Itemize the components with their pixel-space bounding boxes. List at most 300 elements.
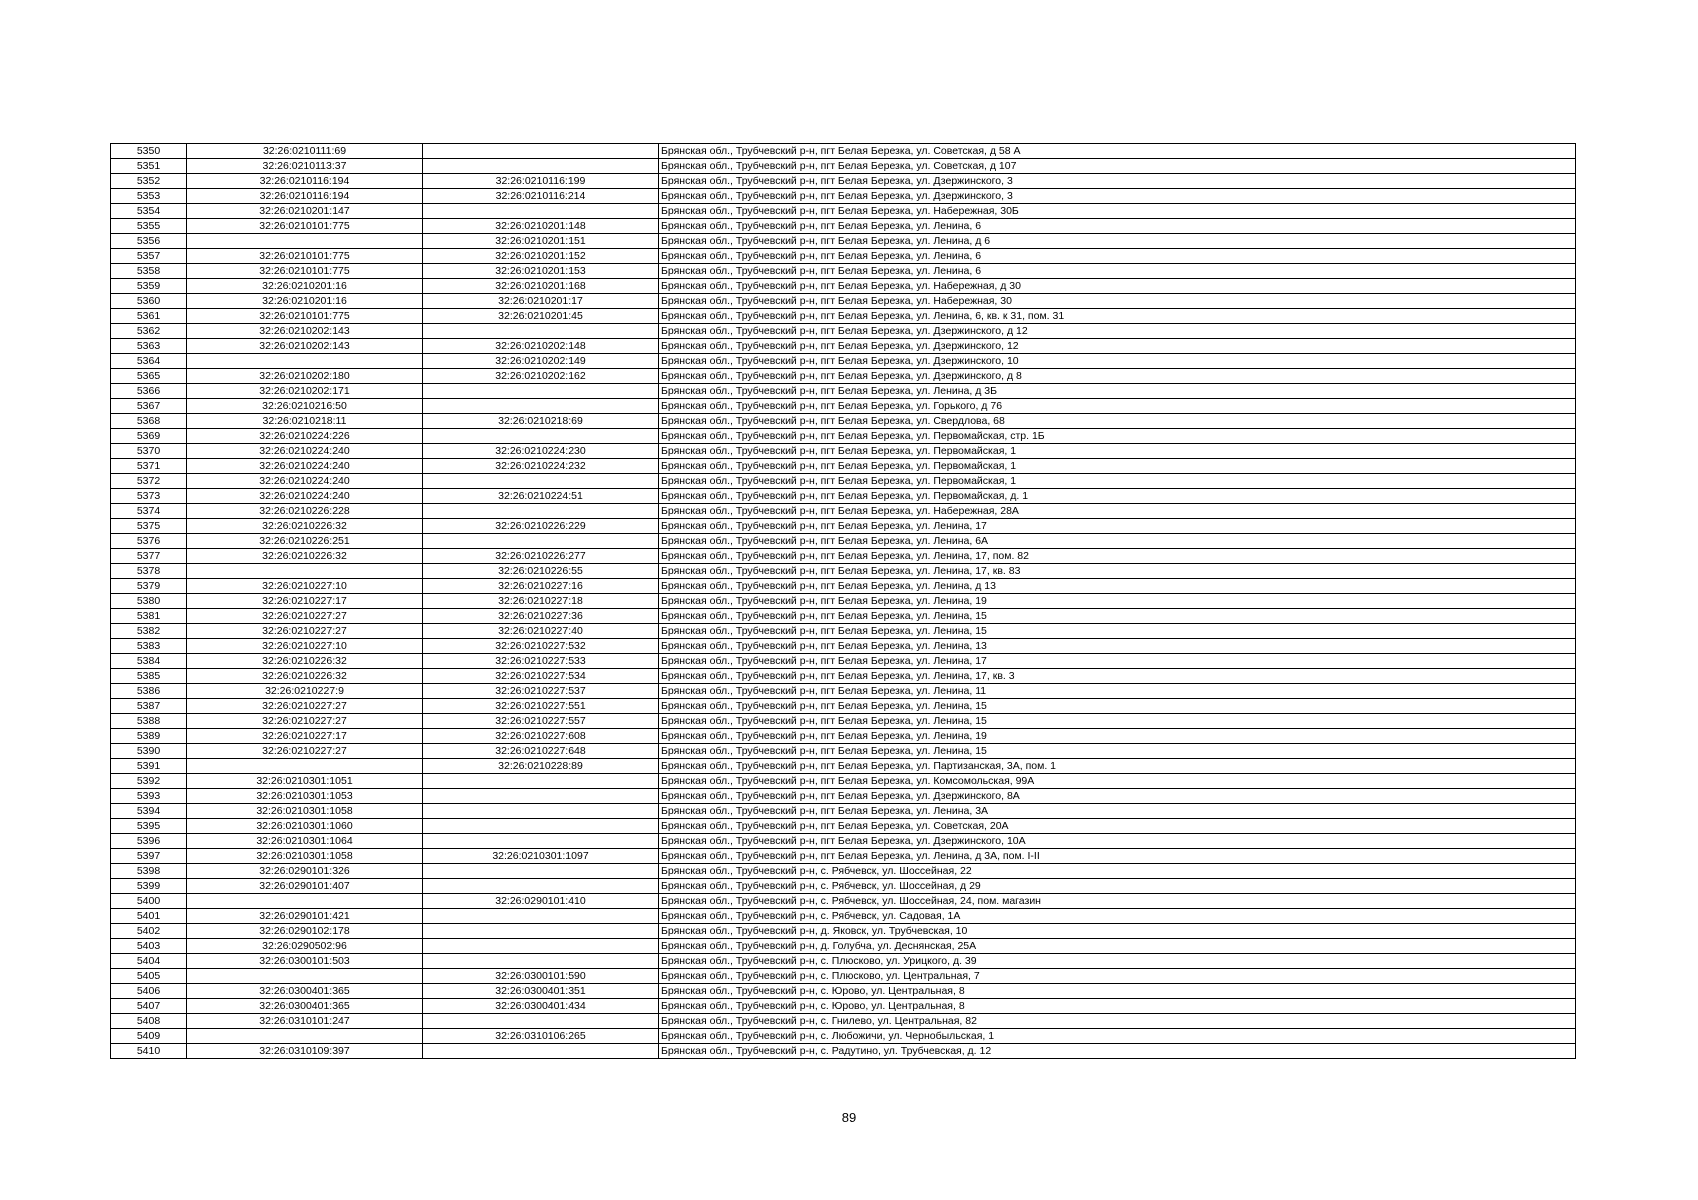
object-cadastral-number-cell: 32:26:0210201:153 bbox=[423, 264, 659, 279]
object-cadastral-number-cell: 32:26:0210227:36 bbox=[423, 609, 659, 624]
row-number-cell: 5373 bbox=[111, 489, 187, 504]
object-cadastral-number-cell: 32:26:0210227:551 bbox=[423, 699, 659, 714]
address-cell: Брянская обл., Трубчевский р-н, пгт Белая Березка, ул. Дзержинского, д 8 bbox=[659, 369, 1576, 384]
table-row bbox=[111, 819, 1576, 834]
address-cell: Брянская обл., Трубчевский р-н, пгт Белая Березка, ул. Ленина, 11 bbox=[659, 684, 1576, 699]
table-row bbox=[111, 894, 1576, 909]
object-cadastral-number-cell: 32:26:0210224:232 bbox=[423, 459, 659, 474]
table-row bbox=[111, 654, 1576, 669]
cadastral-number-cell bbox=[187, 759, 423, 774]
address-cell: Брянская обл., Трубчевский р-н, с. Радутино, ул. Трубчевская, д. 12 bbox=[659, 1044, 1576, 1059]
row-number-cell: 5390 bbox=[111, 744, 187, 759]
address-cell: Брянская обл., Трубчевский р-н, пгт Белая Березка, ул. Первомайская, 1 bbox=[659, 474, 1576, 489]
address-cell: Брянская обл., Трубчевский р-н, пгт Белая Березка, ул. Ленина, 6 bbox=[659, 219, 1576, 234]
table-row bbox=[111, 189, 1576, 204]
object-cadastral-number-cell: 32:26:0310106:265 bbox=[423, 1029, 659, 1044]
address-cell: Брянская обл., Трубчевский р-н, пгт Белая Березка, ул. Набережная, д 30 bbox=[659, 279, 1576, 294]
cadastral-number-cell: 32:26:0210227:27 bbox=[187, 744, 423, 759]
table-row bbox=[111, 309, 1576, 324]
table-row bbox=[111, 324, 1576, 339]
property-table bbox=[110, 143, 1576, 1059]
table-row bbox=[111, 579, 1576, 594]
object-cadastral-number-cell: 32:26:0210201:17 bbox=[423, 294, 659, 309]
object-cadastral-number-cell: 32:26:0210202:148 bbox=[423, 339, 659, 354]
cadastral-number-cell: 32:26:0210227:27 bbox=[187, 714, 423, 729]
address-cell: Брянская обл., Трубчевский р-н, с. Юрово, ул. Центральная, 8 bbox=[659, 984, 1576, 999]
table-row bbox=[111, 219, 1576, 234]
cadastral-number-cell bbox=[187, 234, 423, 249]
row-number-cell: 5350 bbox=[111, 144, 187, 159]
row-number-cell: 5397 bbox=[111, 849, 187, 864]
address-cell: Брянская обл., Трубчевский р-н, пгт Белая Березка, ул. Набережная, 30Б bbox=[659, 204, 1576, 219]
object-cadastral-number-cell bbox=[423, 384, 659, 399]
row-number-cell: 5380 bbox=[111, 594, 187, 609]
cadastral-number-cell: 32:26:0210201:16 bbox=[187, 279, 423, 294]
object-cadastral-number-cell: 32:26:0210202:162 bbox=[423, 369, 659, 384]
address-cell: Брянская обл., Трубчевский р-н, пгт Белая Березка, ул. Набережная, 30 bbox=[659, 294, 1576, 309]
cadastral-number-cell: 32:26:0210113:37 bbox=[187, 159, 423, 174]
object-cadastral-number-cell bbox=[423, 474, 659, 489]
cadastral-number-cell: 32:26:0210227:17 bbox=[187, 729, 423, 744]
table-row bbox=[111, 669, 1576, 684]
row-number-cell: 5382 bbox=[111, 624, 187, 639]
address-cell: Брянская обл., Трубчевский р-н, с. Плюсково, ул. Урицкого, д. 39 bbox=[659, 954, 1576, 969]
cadastral-number-cell: 32:26:0210301:1058 bbox=[187, 804, 423, 819]
address-cell: Брянская обл., Трубчевский р-н, пгт Белая Березка, ул. Горького, д 76 bbox=[659, 399, 1576, 414]
address-cell: Брянская обл., Трубчевский р-н, пгт Белая Березка, ул. Ленина, 15 bbox=[659, 699, 1576, 714]
table-row bbox=[111, 534, 1576, 549]
row-number-cell: 5396 bbox=[111, 834, 187, 849]
address-cell: Брянская обл., Трубчевский р-н, с. Юрово, ул. Центральная, 8 bbox=[659, 999, 1576, 1014]
row-number-cell: 5368 bbox=[111, 414, 187, 429]
table-row bbox=[111, 369, 1576, 384]
cadastral-number-cell: 32:26:0210111:69 bbox=[187, 144, 423, 159]
object-cadastral-number-cell: 32:26:0210227:608 bbox=[423, 729, 659, 744]
table-row bbox=[111, 1044, 1576, 1059]
row-number-cell: 5365 bbox=[111, 369, 187, 384]
address-cell: Брянская обл., Трубчевский р-н, пгт Белая Березка, ул. Ленина, 6А bbox=[659, 534, 1576, 549]
address-cell: Брянская обл., Трубчевский р-н, пгт Белая Березка, ул. Первомайская, стр. 1Б bbox=[659, 429, 1576, 444]
object-cadastral-number-cell bbox=[423, 399, 659, 414]
cadastral-number-cell: 32:26:0210201:147 bbox=[187, 204, 423, 219]
row-number-cell: 5409 bbox=[111, 1029, 187, 1044]
address-cell: Брянская обл., Трубчевский р-н, с. Любожичи, ул. Чернобыльская, 1 bbox=[659, 1029, 1576, 1044]
row-number-cell: 5388 bbox=[111, 714, 187, 729]
address-cell: Брянская обл., Трубчевский р-н, пгт Белая Березка, ул. Советская, 20А bbox=[659, 819, 1576, 834]
cadastral-number-cell bbox=[187, 1029, 423, 1044]
cadastral-number-cell: 32:26:0210116:194 bbox=[187, 189, 423, 204]
address-cell: Брянская обл., Трубчевский р-н, пгт Белая Березка, ул. Ленина, 13 bbox=[659, 639, 1576, 654]
address-cell: Брянская обл., Трубчевский р-н, пгт Белая Березка, ул. Свердлова, 68 bbox=[659, 414, 1576, 429]
address-cell: Брянская обл., Трубчевский р-н, пгт Белая Березка, ул. Ленина, 17, кв. 83 bbox=[659, 564, 1576, 579]
row-number-cell: 5351 bbox=[111, 159, 187, 174]
address-cell: Брянская обл., Трубчевский р-н, пгт Белая Березка, ул. Ленина, 6 bbox=[659, 249, 1576, 264]
cadastral-number-cell: 32:26:0210227:9 bbox=[187, 684, 423, 699]
cadastral-number-cell: 32:26:0210227:10 bbox=[187, 579, 423, 594]
address-cell: Брянская обл., Трубчевский р-н, пгт Белая Березка, ул. Советская, д 58 А bbox=[659, 144, 1576, 159]
row-number-cell: 5356 bbox=[111, 234, 187, 249]
row-number-cell: 5357 bbox=[111, 249, 187, 264]
cadastral-number-cell: 32:26:0210227:27 bbox=[187, 609, 423, 624]
table-row bbox=[111, 774, 1576, 789]
object-cadastral-number-cell: 32:26:0210227:534 bbox=[423, 669, 659, 684]
address-cell: Брянская обл., Трубчевский р-н, пгт Белая Березка, ул. Комсомольская, 99А bbox=[659, 774, 1576, 789]
table-row bbox=[111, 594, 1576, 609]
row-number-cell: 5405 bbox=[111, 969, 187, 984]
row-number-cell: 5401 bbox=[111, 909, 187, 924]
cadastral-number-cell: 32:26:0210226:32 bbox=[187, 549, 423, 564]
cadastral-number-cell: 32:26:0210301:1060 bbox=[187, 819, 423, 834]
row-number-cell: 5376 bbox=[111, 534, 187, 549]
object-cadastral-number-cell bbox=[423, 1044, 659, 1059]
object-cadastral-number-cell: 32:26:0300101:590 bbox=[423, 969, 659, 984]
object-cadastral-number-cell bbox=[423, 534, 659, 549]
cadastral-number-cell: 32:26:0290101:421 bbox=[187, 909, 423, 924]
row-number-cell: 5371 bbox=[111, 459, 187, 474]
table-row bbox=[111, 279, 1576, 294]
table-row bbox=[111, 684, 1576, 699]
object-cadastral-number-cell: 32:26:0210201:168 bbox=[423, 279, 659, 294]
address-cell: Брянская обл., Трубчевский р-н, д. Яковск, ул. Трубчевская, 10 bbox=[659, 924, 1576, 939]
object-cadastral-number-cell: 32:26:0210224:230 bbox=[423, 444, 659, 459]
object-cadastral-number-cell bbox=[423, 204, 659, 219]
cadastral-number-cell: 32:26:0210227:27 bbox=[187, 699, 423, 714]
table-row bbox=[111, 294, 1576, 309]
object-cadastral-number-cell bbox=[423, 429, 659, 444]
object-cadastral-number-cell: 32:26:0210201:152 bbox=[423, 249, 659, 264]
cadastral-number-cell: 32:26:0300401:365 bbox=[187, 999, 423, 1014]
row-number-cell: 5399 bbox=[111, 879, 187, 894]
row-number-cell: 5361 bbox=[111, 309, 187, 324]
table-row bbox=[111, 699, 1576, 714]
table-row bbox=[111, 759, 1576, 774]
address-cell: Брянская обл., Трубчевский р-н, пгт Белая Березка, ул. Первомайская, 1 bbox=[659, 459, 1576, 474]
row-number-cell: 5406 bbox=[111, 984, 187, 999]
row-number-cell: 5384 bbox=[111, 654, 187, 669]
row-number-cell: 5387 bbox=[111, 699, 187, 714]
cadastral-number-cell: 32:26:0210301:1064 bbox=[187, 834, 423, 849]
page-number: 89 bbox=[841, 1110, 857, 1125]
row-number-cell: 5374 bbox=[111, 504, 187, 519]
table-row bbox=[111, 729, 1576, 744]
object-cadastral-number-cell bbox=[423, 954, 659, 969]
address-cell: Брянская обл., Трубчевский р-н, с. Рябчевск, ул. Шоссейная, 22 bbox=[659, 864, 1576, 879]
object-cadastral-number-cell bbox=[423, 789, 659, 804]
object-cadastral-number-cell: 32:26:0210116:214 bbox=[423, 189, 659, 204]
row-number-cell: 5385 bbox=[111, 669, 187, 684]
object-cadastral-number-cell: 32:26:0210226:229 bbox=[423, 519, 659, 534]
object-cadastral-number-cell bbox=[423, 939, 659, 954]
cadastral-number-cell bbox=[187, 894, 423, 909]
address-cell: Брянская обл., Трубчевский р-н, пгт Белая Березка, ул. Ленина, 19 bbox=[659, 729, 1576, 744]
table-row bbox=[111, 339, 1576, 354]
row-number-cell: 5352 bbox=[111, 174, 187, 189]
row-number-cell: 5359 bbox=[111, 279, 187, 294]
table-row bbox=[111, 1029, 1576, 1044]
address-cell: Брянская обл., Трубчевский р-н, пгт Белая Березка, ул. Ленина, 15 bbox=[659, 624, 1576, 639]
object-cadastral-number-cell: 32:26:0210301:1097 bbox=[423, 849, 659, 864]
row-number-cell: 5367 bbox=[111, 399, 187, 414]
cadastral-number-cell: 32:26:0210202:171 bbox=[187, 384, 423, 399]
address-cell: Брянская обл., Трубчевский р-н, с. Рябчевск, ул. Садовая, 1А bbox=[659, 909, 1576, 924]
table-row bbox=[111, 354, 1576, 369]
row-number-cell: 5389 bbox=[111, 729, 187, 744]
object-cadastral-number-cell bbox=[423, 804, 659, 819]
table-row bbox=[111, 519, 1576, 534]
row-number-cell: 5403 bbox=[111, 939, 187, 954]
row-number-cell: 5398 bbox=[111, 864, 187, 879]
row-number-cell: 5370 bbox=[111, 444, 187, 459]
table-row bbox=[111, 924, 1576, 939]
table-row bbox=[111, 969, 1576, 984]
object-cadastral-number-cell: 32:26:0210228:89 bbox=[423, 759, 659, 774]
address-cell: Брянская обл., Трубчевский р-н, пгт Белая Березка, ул. Ленина, 19 bbox=[659, 594, 1576, 609]
object-cadastral-number-cell bbox=[423, 774, 659, 789]
cadastral-number-cell: 32:26:0210224:240 bbox=[187, 459, 423, 474]
table-row bbox=[111, 444, 1576, 459]
address-cell: Брянская обл., Трубчевский р-н, пгт Белая Березка, ул. Дзержинского, 10 bbox=[659, 354, 1576, 369]
table-row bbox=[111, 204, 1576, 219]
address-cell: Брянская обл., Трубчевский р-н, д. Голубча, ул. Деснянская, 25А bbox=[659, 939, 1576, 954]
row-number-cell: 5372 bbox=[111, 474, 187, 489]
table-row bbox=[111, 399, 1576, 414]
cadastral-number-cell: 32:26:0210226:32 bbox=[187, 669, 423, 684]
cadastral-number-cell: 32:26:0210226:228 bbox=[187, 504, 423, 519]
cadastral-number-cell: 32:26:0210216:50 bbox=[187, 399, 423, 414]
cadastral-number-cell: 32:26:0210101:775 bbox=[187, 309, 423, 324]
table-row bbox=[111, 429, 1576, 444]
object-cadastral-number-cell: 32:26:0300401:434 bbox=[423, 999, 659, 1014]
object-cadastral-number-cell bbox=[423, 504, 659, 519]
cadastral-number-cell: 32:26:0310109:397 bbox=[187, 1044, 423, 1059]
cadastral-number-cell: 32:26:0210226:32 bbox=[187, 654, 423, 669]
address-cell: Брянская обл., Трубчевский р-н, пгт Белая Березка, ул. Ленина, 17, пом. 82 bbox=[659, 549, 1576, 564]
object-cadastral-number-cell bbox=[423, 144, 659, 159]
address-cell: Брянская обл., Трубчевский р-н, пгт Белая Березка, ул. Ленина, д 6 bbox=[659, 234, 1576, 249]
row-number-cell: 5395 bbox=[111, 819, 187, 834]
table-row bbox=[111, 999, 1576, 1014]
table-row bbox=[111, 144, 1576, 159]
cadastral-number-cell: 32:26:0210201:16 bbox=[187, 294, 423, 309]
cadastral-number-cell: 32:26:0210116:194 bbox=[187, 174, 423, 189]
cadastral-number-cell: 32:26:0210202:143 bbox=[187, 339, 423, 354]
row-number-cell: 5358 bbox=[111, 264, 187, 279]
address-cell: Брянская обл., Трубчевский р-н, с. Рябчевск, ул. Шоссейная, 24, пом. магазин bbox=[659, 894, 1576, 909]
address-cell: Брянская обл., Трубчевский р-н, с. Гнилево, ул. Центральная, 82 bbox=[659, 1014, 1576, 1029]
table-row bbox=[111, 789, 1576, 804]
row-number-cell: 5355 bbox=[111, 219, 187, 234]
object-cadastral-number-cell: 32:26:0210227:16 bbox=[423, 579, 659, 594]
row-number-cell: 5393 bbox=[111, 789, 187, 804]
cadastral-number-cell: 32:26:0210202:180 bbox=[187, 369, 423, 384]
row-number-cell: 5353 bbox=[111, 189, 187, 204]
table-row bbox=[111, 264, 1576, 279]
table-row bbox=[111, 549, 1576, 564]
table-row bbox=[111, 564, 1576, 579]
table-row bbox=[111, 1014, 1576, 1029]
object-cadastral-number-cell bbox=[423, 879, 659, 894]
row-number-cell: 5354 bbox=[111, 204, 187, 219]
address-cell: Брянская обл., Трубчевский р-н, пгт Белая Березка, ул. Дзержинского, 3 bbox=[659, 174, 1576, 189]
address-cell: Брянская обл., Трубчевский р-н, пгт Белая Березка, ул. Первомайская, 1 bbox=[659, 444, 1576, 459]
row-number-cell: 5375 bbox=[111, 519, 187, 534]
table-row bbox=[111, 459, 1576, 474]
cadastral-number-cell: 32:26:0210227:27 bbox=[187, 624, 423, 639]
object-cadastral-number-cell: 32:26:0210227:557 bbox=[423, 714, 659, 729]
object-cadastral-number-cell: 32:26:0210226:277 bbox=[423, 549, 659, 564]
address-cell: Брянская обл., Трубчевский р-н, пгт Белая Березка, ул. Ленина, 15 bbox=[659, 609, 1576, 624]
object-cadastral-number-cell bbox=[423, 819, 659, 834]
cadastral-number-cell: 32:26:0290101:407 bbox=[187, 879, 423, 894]
row-number-cell: 5404 bbox=[111, 954, 187, 969]
object-cadastral-number-cell: 32:26:0210201:151 bbox=[423, 234, 659, 249]
object-cadastral-number-cell: 32:26:0210227:537 bbox=[423, 684, 659, 699]
address-cell: Брянская обл., Трубчевский р-н, пгт Белая Березка, ул. Партизанская, 3А, пом. 1 bbox=[659, 759, 1576, 774]
object-cadastral-number-cell bbox=[423, 159, 659, 174]
object-cadastral-number-cell: 32:26:0210202:149 bbox=[423, 354, 659, 369]
cadastral-number-cell: 32:26:0290502:96 bbox=[187, 939, 423, 954]
row-number-cell: 5402 bbox=[111, 924, 187, 939]
row-number-cell: 5383 bbox=[111, 639, 187, 654]
row-number-cell: 5410 bbox=[111, 1044, 187, 1059]
row-number-cell: 5377 bbox=[111, 549, 187, 564]
address-cell: Брянская обл., Трубчевский р-н, пгт Белая Березка, ул. Ленина, 6 bbox=[659, 264, 1576, 279]
object-cadastral-number-cell: 32:26:0210227:40 bbox=[423, 624, 659, 639]
cadastral-number-cell: 32:26:0210218:11 bbox=[187, 414, 423, 429]
row-number-cell: 5379 bbox=[111, 579, 187, 594]
address-cell: Брянская обл., Трубчевский р-н, пгт Белая Березка, ул. Ленина, 17 bbox=[659, 519, 1576, 534]
cadastral-number-cell: 32:26:0210224:240 bbox=[187, 489, 423, 504]
cadastral-number-cell: 32:26:0210101:775 bbox=[187, 219, 423, 234]
object-cadastral-number-cell bbox=[423, 1014, 659, 1029]
table-row bbox=[111, 804, 1576, 819]
row-number-cell: 5394 bbox=[111, 804, 187, 819]
property-table-body bbox=[111, 144, 1576, 1059]
cadastral-number-cell: 32:26:0210226:251 bbox=[187, 534, 423, 549]
cadastral-number-cell bbox=[187, 354, 423, 369]
cadastral-number-cell bbox=[187, 564, 423, 579]
object-cadastral-number-cell: 32:26:0210227:648 bbox=[423, 744, 659, 759]
address-cell: Брянская обл., Трубчевский р-н, пгт Белая Березка, ул. Набережная, 28А bbox=[659, 504, 1576, 519]
address-cell: Брянская обл., Трубчевский р-н, пгт Белая Березка, ул. Ленина, д 3Б bbox=[659, 384, 1576, 399]
cadastral-number-cell: 32:26:0300401:365 bbox=[187, 984, 423, 999]
row-number-cell: 5363 bbox=[111, 339, 187, 354]
object-cadastral-number-cell: 32:26:0300401:351 bbox=[423, 984, 659, 999]
row-number-cell: 5360 bbox=[111, 294, 187, 309]
table-row bbox=[111, 174, 1576, 189]
table-row bbox=[111, 609, 1576, 624]
object-cadastral-number-cell: 32:26:0210227:533 bbox=[423, 654, 659, 669]
table-row bbox=[111, 939, 1576, 954]
cadastral-number-cell: 32:26:0310101:247 bbox=[187, 1014, 423, 1029]
cadastral-number-cell: 32:26:0210101:775 bbox=[187, 249, 423, 264]
table-row bbox=[111, 489, 1576, 504]
table-row bbox=[111, 909, 1576, 924]
cadastral-number-cell: 32:26:0210224:240 bbox=[187, 474, 423, 489]
row-number-cell: 5400 bbox=[111, 894, 187, 909]
object-cadastral-number-cell: 32:26:0210116:199 bbox=[423, 174, 659, 189]
address-cell: Брянская обл., Трубчевский р-н, пгт Белая Березка, ул. Советская, д 107 bbox=[659, 159, 1576, 174]
cadastral-number-cell: 32:26:0210226:32 bbox=[187, 519, 423, 534]
row-number-cell: 5366 bbox=[111, 384, 187, 399]
cadastral-number-cell: 32:26:0210301:1051 bbox=[187, 774, 423, 789]
row-number-cell: 5407 bbox=[111, 999, 187, 1014]
table-row bbox=[111, 249, 1576, 264]
object-cadastral-number-cell: 32:26:0290101:410 bbox=[423, 894, 659, 909]
cadastral-number-cell: 32:26:0210224:226 bbox=[187, 429, 423, 444]
cadastral-number-cell: 32:26:0210202:143 bbox=[187, 324, 423, 339]
object-cadastral-number-cell: 32:26:0210218:69 bbox=[423, 414, 659, 429]
table-row bbox=[111, 624, 1576, 639]
address-cell: Брянская обл., Трубчевский р-н, пгт Белая Березка, ул. Ленина, 15 bbox=[659, 744, 1576, 759]
cadastral-number-cell: 32:26:0300101:503 bbox=[187, 954, 423, 969]
address-cell: Брянская обл., Трубчевский р-н, пгт Белая Березка, ул. Ленина, 3А bbox=[659, 804, 1576, 819]
row-number-cell: 5369 bbox=[111, 429, 187, 444]
address-cell: Брянская обл., Трубчевский р-н, с. Рябчевск, ул. Шоссейная, д 29 bbox=[659, 879, 1576, 894]
row-number-cell: 5386 bbox=[111, 684, 187, 699]
address-cell: Брянская обл., Трубчевский р-н, пгт Белая Березка, ул. Дзержинского, 8А bbox=[659, 789, 1576, 804]
address-cell: Брянская обл., Трубчевский р-н, пгт Белая Березка, ул. Ленина, 6, кв. к 31, пом. 31 bbox=[659, 309, 1576, 324]
cadastral-number-cell bbox=[187, 969, 423, 984]
object-cadastral-number-cell: 32:26:0210227:18 bbox=[423, 594, 659, 609]
table-row bbox=[111, 834, 1576, 849]
row-number-cell: 5364 bbox=[111, 354, 187, 369]
object-cadastral-number-cell: 32:26:0210227:532 bbox=[423, 639, 659, 654]
table-row bbox=[111, 384, 1576, 399]
cadastral-number-cell: 32:26:0210227:10 bbox=[187, 639, 423, 654]
table-row bbox=[111, 414, 1576, 429]
table-row bbox=[111, 954, 1576, 969]
row-number-cell: 5362 bbox=[111, 324, 187, 339]
address-cell: Брянская обл., Трубчевский р-н, пгт Белая Березка, ул. Ленина, д 13 bbox=[659, 579, 1576, 594]
table-row bbox=[111, 714, 1576, 729]
row-number-cell: 5378 bbox=[111, 564, 187, 579]
address-cell: Брянская обл., Трубчевский р-н, с. Плюсково, ул. Центральная, 7 bbox=[659, 969, 1576, 984]
address-cell: Брянская обл., Трубчевский р-н, пгт Белая Березка, ул. Дзержинского, 10А bbox=[659, 834, 1576, 849]
object-cadastral-number-cell: 32:26:0210201:45 bbox=[423, 309, 659, 324]
address-cell: Брянская обл., Трубчевский р-н, пгт Белая Березка, ул. Дзержинского, 12 bbox=[659, 339, 1576, 354]
cadastral-number-cell: 32:26:0290102:178 bbox=[187, 924, 423, 939]
row-number-cell: 5392 bbox=[111, 774, 187, 789]
table-row bbox=[111, 744, 1576, 759]
table-row bbox=[111, 504, 1576, 519]
table-row bbox=[111, 984, 1576, 999]
cadastral-number-cell: 32:26:0210301:1058 bbox=[187, 849, 423, 864]
table-row bbox=[111, 849, 1576, 864]
address-cell: Брянская обл., Трубчевский р-н, пгт Белая Березка, ул. Ленина, 17, кв. 3 bbox=[659, 669, 1576, 684]
cadastral-number-cell: 32:26:0210224:240 bbox=[187, 444, 423, 459]
row-number-cell: 5381 bbox=[111, 609, 187, 624]
table-row bbox=[111, 639, 1576, 654]
cadastral-number-cell: 32:26:0210301:1053 bbox=[187, 789, 423, 804]
address-cell: Брянская обл., Трубчевский р-н, пгт Белая Березка, ул. Ленина, 15 bbox=[659, 714, 1576, 729]
address-cell: Брянская обл., Трубчевский р-н, пгт Белая Березка, ул. Первомайская, д. 1 bbox=[659, 489, 1576, 504]
cadastral-number-cell: 32:26:0210101:775 bbox=[187, 264, 423, 279]
object-cadastral-number-cell bbox=[423, 924, 659, 939]
row-number-cell: 5391 bbox=[111, 759, 187, 774]
object-cadastral-number-cell bbox=[423, 864, 659, 879]
table-row bbox=[111, 159, 1576, 174]
object-cadastral-number-cell: 32:26:0210226:55 bbox=[423, 564, 659, 579]
address-cell: Брянская обл., Трубчевский р-н, пгт Белая Березка, ул. Дзержинского, 3 bbox=[659, 189, 1576, 204]
cadastral-number-cell: 32:26:0210227:17 bbox=[187, 594, 423, 609]
object-cadastral-number-cell bbox=[423, 834, 659, 849]
table-row bbox=[111, 234, 1576, 249]
object-cadastral-number-cell bbox=[423, 909, 659, 924]
address-cell: Брянская обл., Трубчевский р-н, пгт Белая Березка, ул. Ленина, 17 bbox=[659, 654, 1576, 669]
address-cell: Брянская обл., Трубчевский р-н, пгт Белая Березка, ул. Ленина, д 3А, пом. I-II bbox=[659, 849, 1576, 864]
object-cadastral-number-cell bbox=[423, 324, 659, 339]
